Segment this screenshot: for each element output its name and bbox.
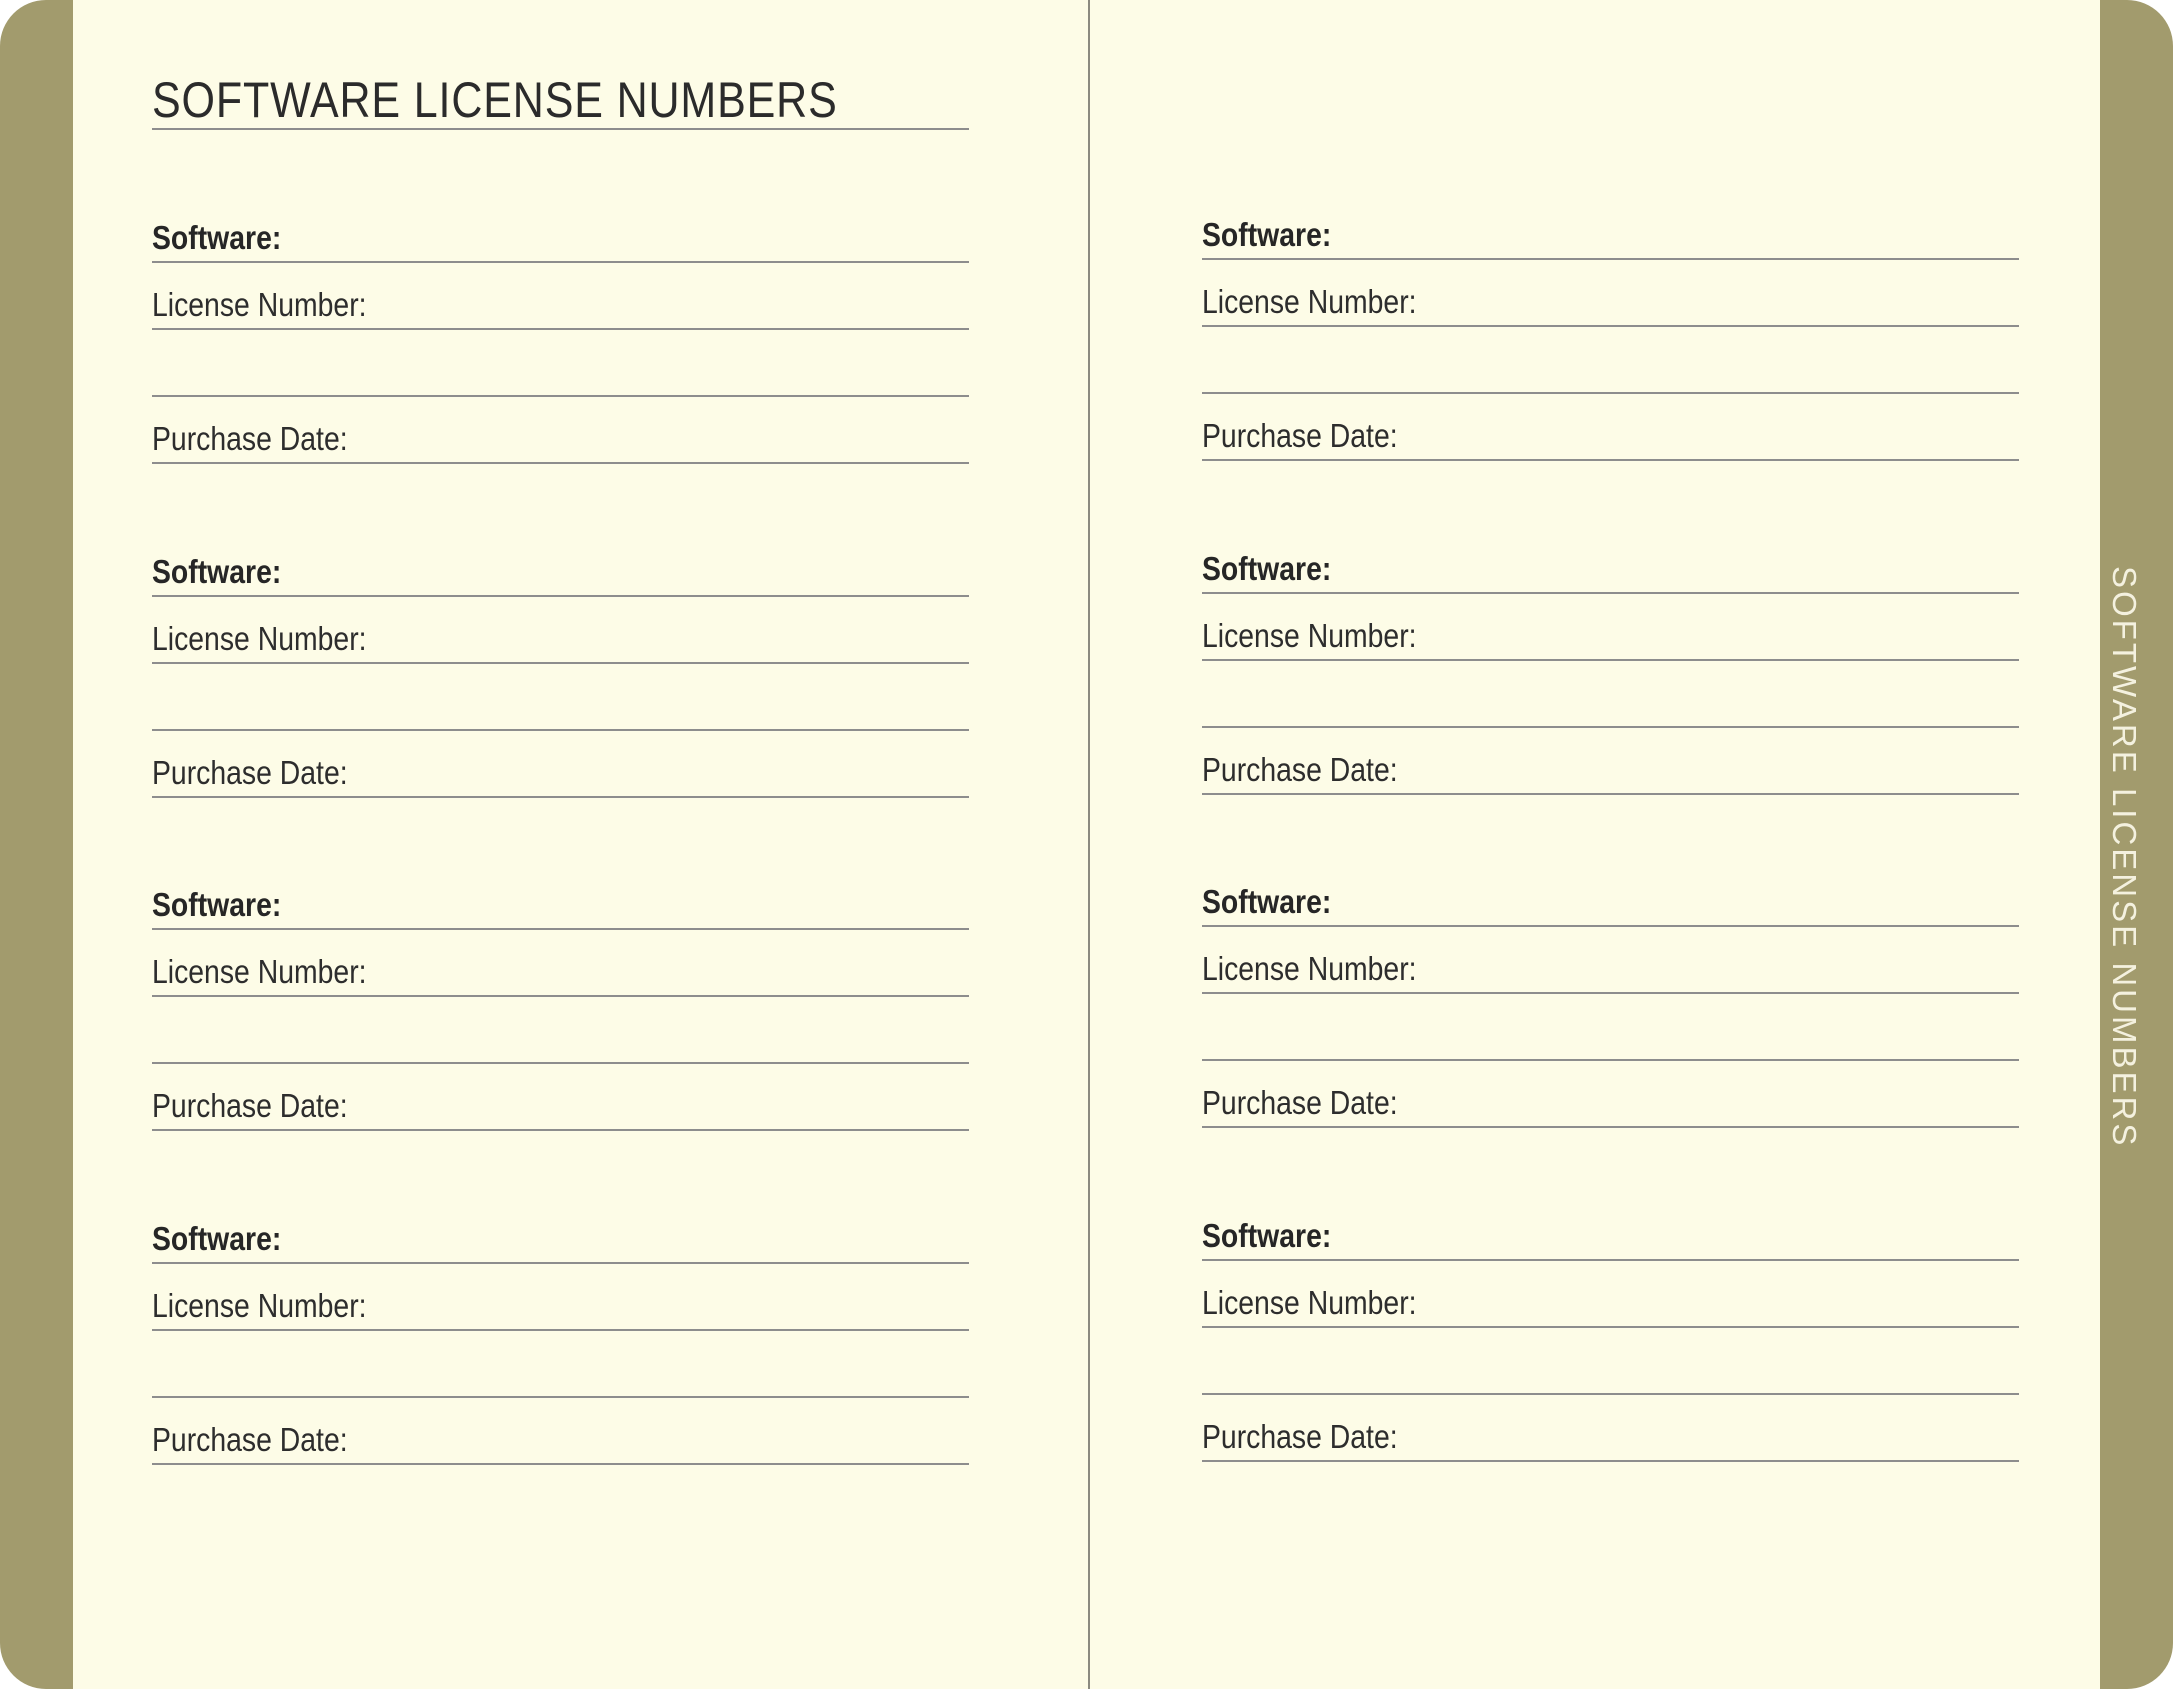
license-number-continuation-line[interactable] (152, 349, 969, 397)
software-field[interactable] (152, 549, 969, 597)
license-number-label: License Number: (152, 286, 367, 323)
software-field[interactable] (1202, 546, 2019, 594)
purchase-date-field[interactable] (1202, 1414, 2019, 1462)
license-number-field[interactable] (152, 616, 969, 664)
purchase-date-label: Purchase Date: (152, 1421, 348, 1458)
license-number-label: License Number: (1202, 950, 1417, 987)
software-label: Software: (1202, 550, 1332, 587)
purchase-date-field[interactable] (1202, 1080, 2019, 1128)
purchase-date-label: Purchase Date: (1202, 1084, 1398, 1121)
license-number-field[interactable] (152, 949, 969, 997)
page-title (152, 70, 969, 130)
license-number-continuation-line[interactable] (1202, 346, 2019, 394)
purchase-date-label: Purchase Date: (1202, 417, 1398, 454)
software-field[interactable] (1202, 1213, 2019, 1261)
license-number-field[interactable] (1202, 1280, 2019, 1328)
software-field[interactable] (1202, 212, 2019, 260)
software-label: Software: (152, 1220, 282, 1257)
software-field[interactable] (152, 215, 969, 263)
purchase-date-label: Purchase Date: (1202, 1418, 1398, 1455)
license-number-label: License Number: (1202, 1284, 1417, 1321)
license-number-continuation-line[interactable] (152, 1350, 969, 1398)
license-number-label: License Number: (1202, 283, 1417, 320)
purchase-date-field[interactable] (152, 1083, 969, 1131)
license-number-label: License Number: (152, 620, 367, 657)
license-number-label: License Number: (152, 953, 367, 990)
license-number-field[interactable] (1202, 946, 2019, 994)
page-gutter (1088, 0, 1090, 1689)
purchase-date-field[interactable] (152, 416, 969, 464)
license-number-field[interactable] (152, 282, 969, 330)
purchase-date-label: Purchase Date: (152, 420, 348, 457)
software-field[interactable] (152, 882, 969, 930)
license-number-continuation-line[interactable] (1202, 1347, 2019, 1395)
purchase-date-label: Purchase Date: (1202, 751, 1398, 788)
license-number-field[interactable] (1202, 613, 2019, 661)
license-number-continuation-line[interactable] (152, 1016, 969, 1064)
license-number-label: License Number: (152, 1287, 367, 1324)
purchase-date-field[interactable] (152, 750, 969, 798)
software-field[interactable] (1202, 879, 2019, 927)
license-number-field[interactable] (1202, 279, 2019, 327)
software-label: Software: (152, 219, 282, 256)
software-label: Software: (1202, 216, 1332, 253)
purchase-date-field[interactable] (1202, 747, 2019, 795)
license-number-continuation-line[interactable] (152, 683, 969, 731)
license-number-field[interactable] (152, 1283, 969, 1331)
page-title-text: SOFTWARE LICENSE NUMBERS (152, 72, 838, 128)
software-label: Software: (1202, 883, 1332, 920)
purchase-date-field[interactable] (152, 1417, 969, 1465)
purchase-date-label: Purchase Date: (152, 1087, 348, 1124)
purchase-date-label: Purchase Date: (152, 754, 348, 791)
software-label: Software: (1202, 1217, 1332, 1254)
license-number-continuation-line[interactable] (1202, 1013, 2019, 1061)
license-number-continuation-line[interactable] (1202, 680, 2019, 728)
software-label: Software: (152, 553, 282, 590)
software-label: Software: (152, 886, 282, 923)
purchase-date-field[interactable] (1202, 413, 2019, 461)
section-tab-label: SOFTWARE LICENSE NUMBERS (2106, 566, 2143, 1149)
license-number-label: License Number: (1202, 617, 1417, 654)
software-field[interactable] (152, 1216, 969, 1264)
